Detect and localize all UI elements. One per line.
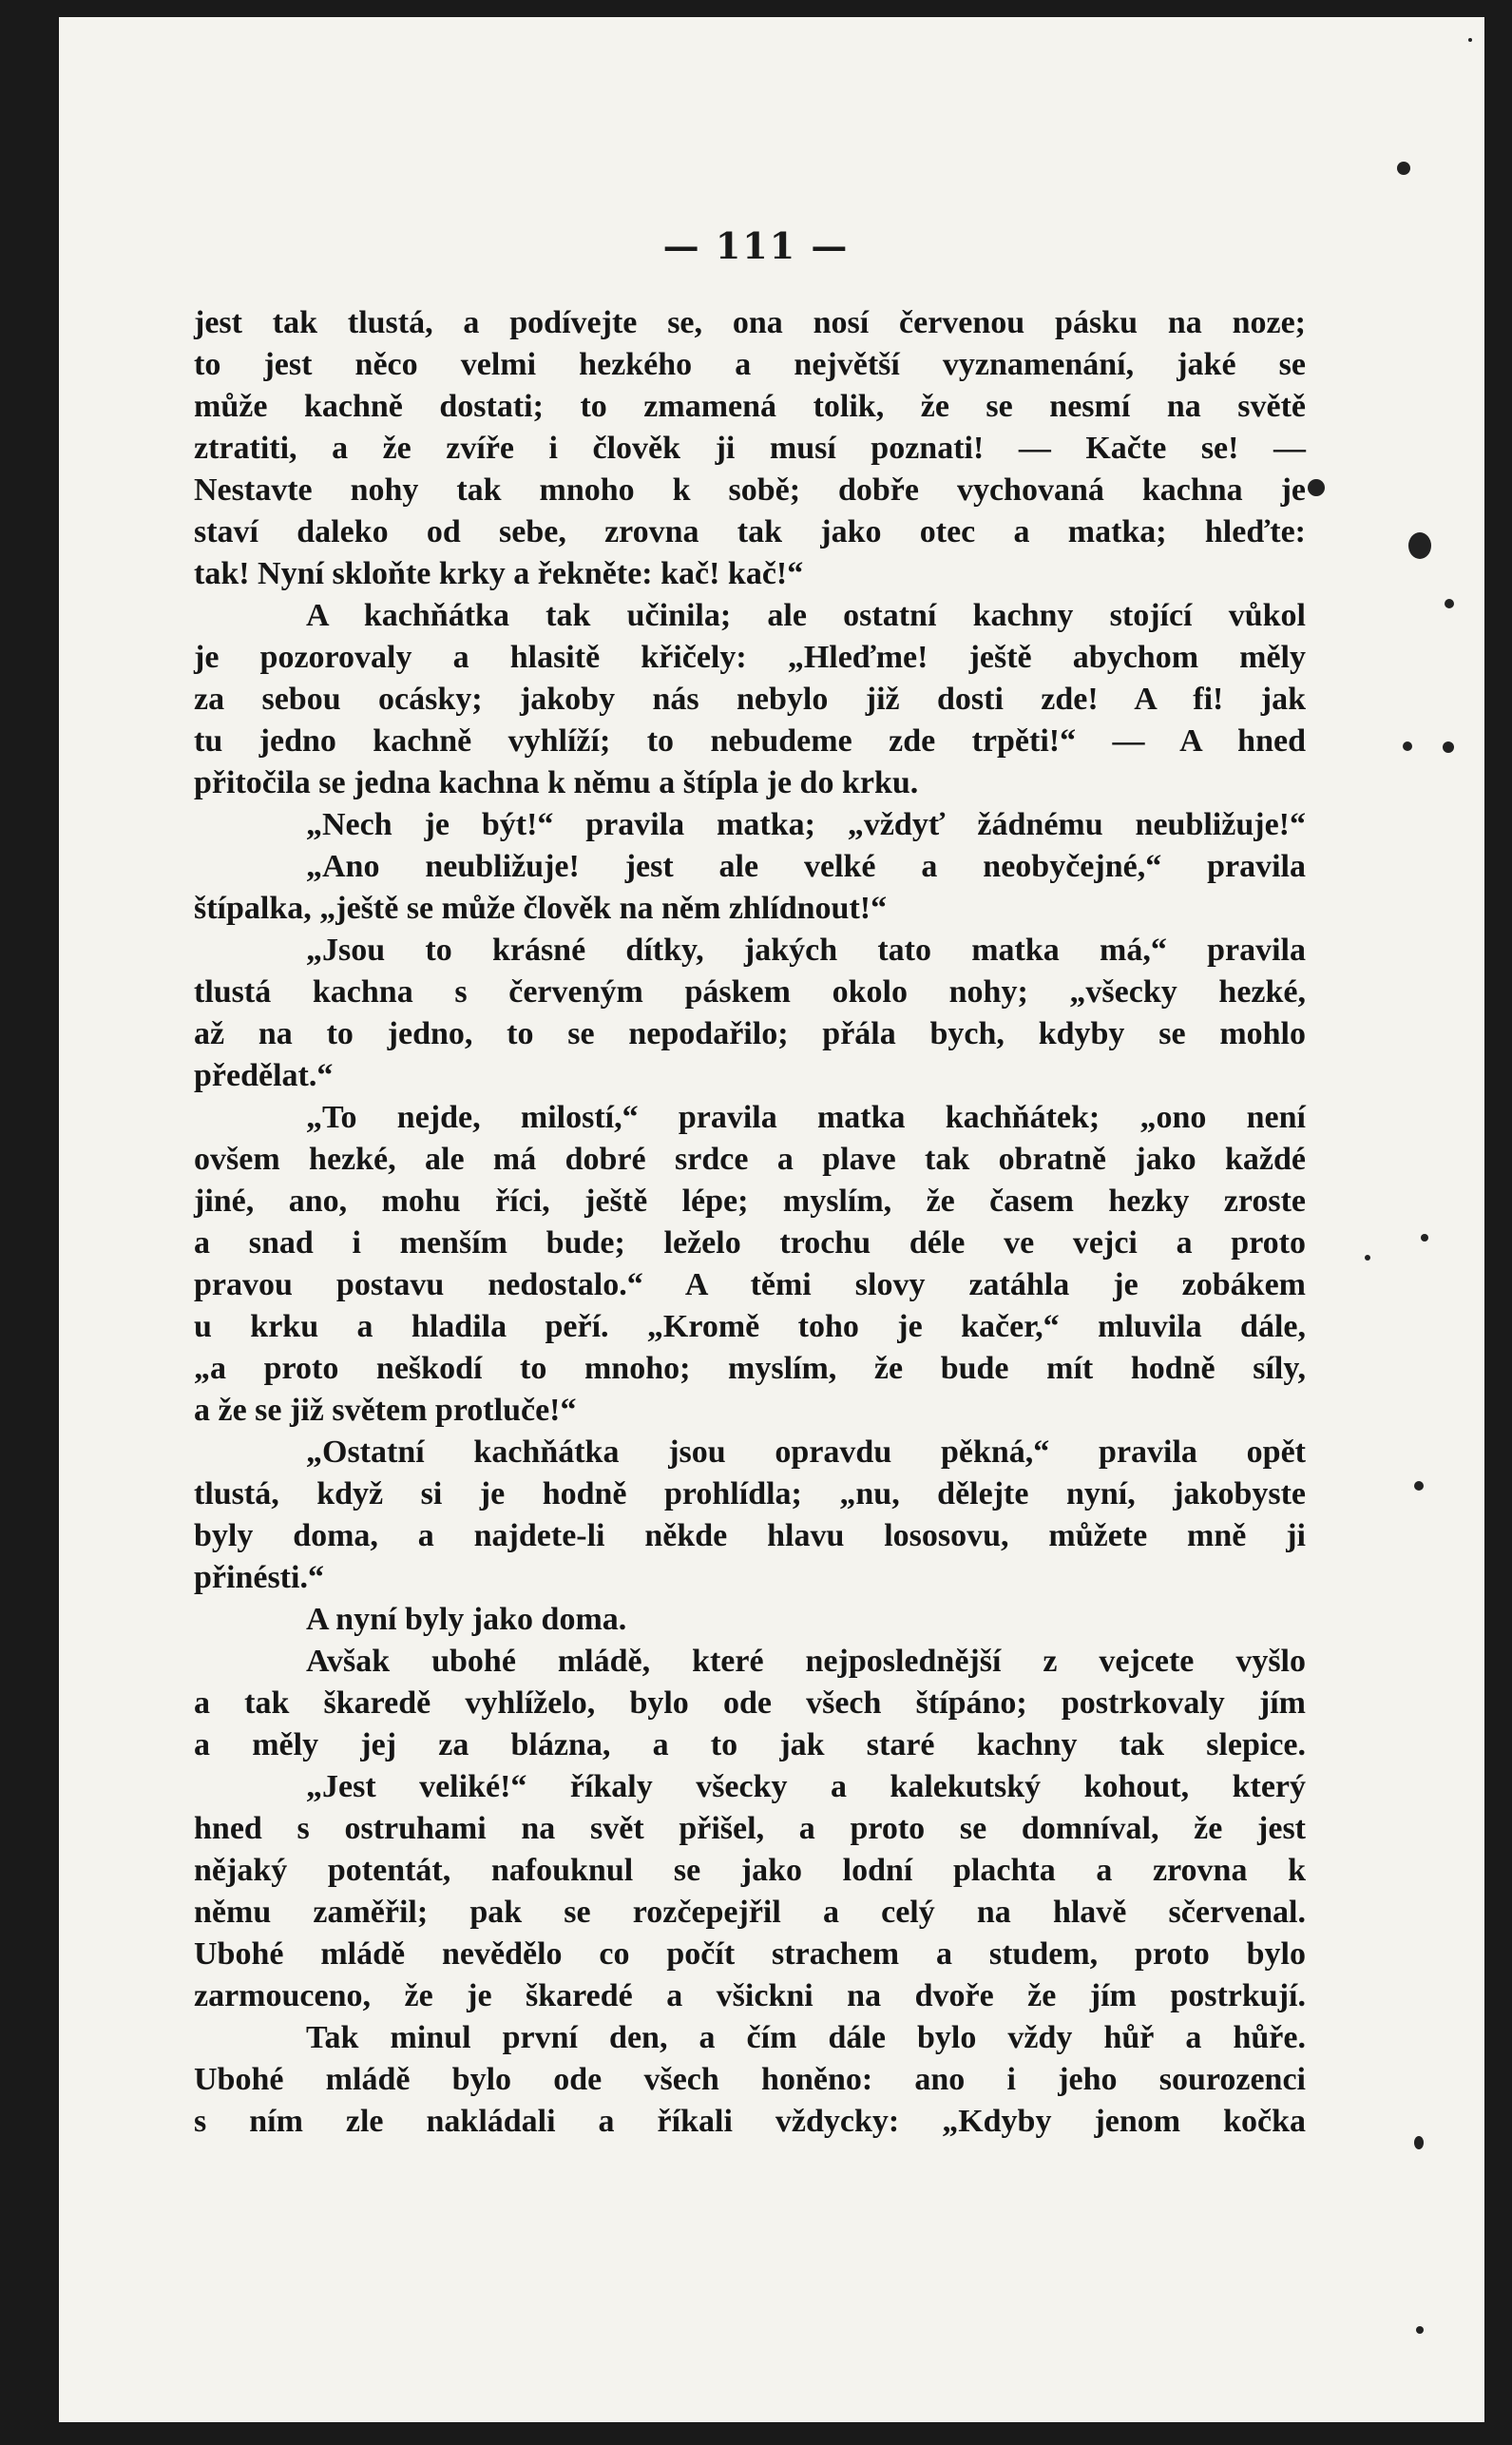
page-number: — 111 — [662,224,850,267]
scan-speck [1308,479,1325,496]
body-text [194,302,1306,2143]
text-line: za sebou ocásky; jakoby nás nebylo již dosti zde! A fi! jak [194,682,1306,717]
text-line: ztratiti, a že zvíře i člověk ji musí poznati! — Kačte se! — [194,431,1306,466]
text-line: Ubohé mládě nevědělo co počít strachem a studem, proto bylo [194,1936,1306,1972]
text-line: A kachňátka tak učinila; ale ostatní kachny stojící vůkol [306,598,1306,633]
text-line: předělat.“ [194,1058,334,1093]
text-line: byly doma, a najdete-li někde hlavu lososovu, můžete mně ji [194,1518,1306,1553]
text-line: a snad i menším bude; leželo trochu déle ve vejci a proto [194,1225,1306,1261]
scan-speck [1468,38,1472,42]
text-line: s ním zle nakládali a říkali vždycky: „Kdyby jenom kočka [194,2104,1306,2139]
text-line: němu zaměřil; pak se rozčepejřil a celý na hlavě sčervenal. [194,1895,1306,1930]
text-line: přitočila se jedna kachna k němu a štípla je do krku. [194,765,919,800]
text-line: a že se již světem protluče!“ [194,1393,577,1428]
text-line: nějaký potentát, nafouknul se jako lodní plachta a zrovna k [194,1853,1306,1888]
text-line: a měly jej za blázna, a to jak staré kachny tak slepice. [194,1727,1306,1762]
scan-speck [1414,2136,1424,2149]
text-line: Ubohé mládě bylo ode všech honěno: ano i jeho sourozenci [194,2062,1306,2097]
text-line: tak! Nyní skloňte krky a řekněte: kač! kač!“ [194,556,804,591]
text-line: tlustá, když si je hodně prohlídla; „nu, dělejte nyní, jakobyste [194,1476,1306,1511]
text-line: „Ano neubližuje! jest ale velké a neobyčejné,“ pravila [306,849,1306,884]
text-line: „Nech je být!“ pravila matka; „vždyť žádnému neubližuje!“ [306,807,1306,842]
text-line: „To nejde, milostí,“ pravila matka kachňátek; „ono není [306,1100,1306,1135]
text-line: staví daleko od sebe, zrovna tak jako otec a matka; hleďte: [194,514,1306,549]
text-line: hned s ostruhami na svět přišel, a proto se domníval, že jest [194,1811,1306,1846]
scan-speck [1365,1255,1370,1261]
scan-speck [1403,741,1412,751]
text-line: přinésti.“ [194,1560,324,1595]
scan-speck [1397,162,1410,175]
text-line: Nestavte nohy tak mnoho k sobě; dobře vychovaná kachna je [194,472,1306,508]
text-line: „a proto neškodí to mnoho; myslím, že bude mít hodně síly, [194,1351,1306,1386]
text-line: to jest něco velmi hezkého a největší vyznamenání, jaké se [194,347,1306,382]
scan-speck [1408,532,1431,559]
scan-speck [1414,1481,1424,1491]
text-line: A nyní byly jako doma. [306,1602,627,1637]
scan-speck [1416,2326,1424,2334]
text-line: a tak škaredě vyhlíželo, bylo ode všech štípáno; postrkovaly jím [194,1685,1306,1721]
text-line: je pozorovaly a hlasitě křičely: „Hleďme! ještě abychom měly [194,640,1306,675]
scan-speck [1421,1234,1428,1242]
text-line: může kachně dostati; to zmamená tolik, že se nesmí na světě [194,389,1306,424]
text-line: Avšak ubohé mládě, které nejposlednější z vejcete vyšlo [306,1644,1306,1679]
text-line: až na to jedno, to se nepodařilo; přála bych, kdyby se mohlo [194,1016,1306,1051]
text-line: jest tak tlustá, a podívejte se, ona nosí červenou pásku na noze; [194,305,1306,340]
text-line: tlustá kachna s červeným páskem okolo nohy; „všecky hezké, [194,974,1306,1010]
text-line: pravou postavu nedostalo.“ A těmi slovy zatáhla je zobákem [194,1267,1306,1302]
text-line: zarmouceno, že je škaredé a všickni na dvoře že jím postrkují. [194,1978,1306,2013]
text-line: tu jedno kachně vyhlíží; to nebudeme zde trpěti!“ — A hned [194,723,1306,759]
text-line: jiné, ano, mohu říci, ještě lépe; myslím, že časem hezky zroste [194,1184,1306,1219]
text-line: u krku a hladila peří. „Kromě toho je kačer,“ mluvila dále, [194,1309,1306,1344]
text-line: „Jest veliké!“ říkaly všecky a kalekutský kohout, který [306,1769,1306,1804]
scan-speck [1443,741,1454,753]
text-line: Tak minul první den, a čím dále bylo vždy hůř a hůře. [306,2020,1306,2055]
text-line: ovšem hezké, ale má dobré srdce a plave tak obratně jako každé [194,1142,1306,1177]
text-line: „Jsou to krásné dítky, jakých tato matka má,“ pravila [306,933,1306,968]
scan-speck [1445,599,1454,608]
text-line: „Ostatní kachňátka jsou opravdu pěkná,“ pravila opět [306,1434,1306,1470]
text-line: štípalka, „ještě se může člověk na něm zhlídnout!“ [194,891,888,926]
